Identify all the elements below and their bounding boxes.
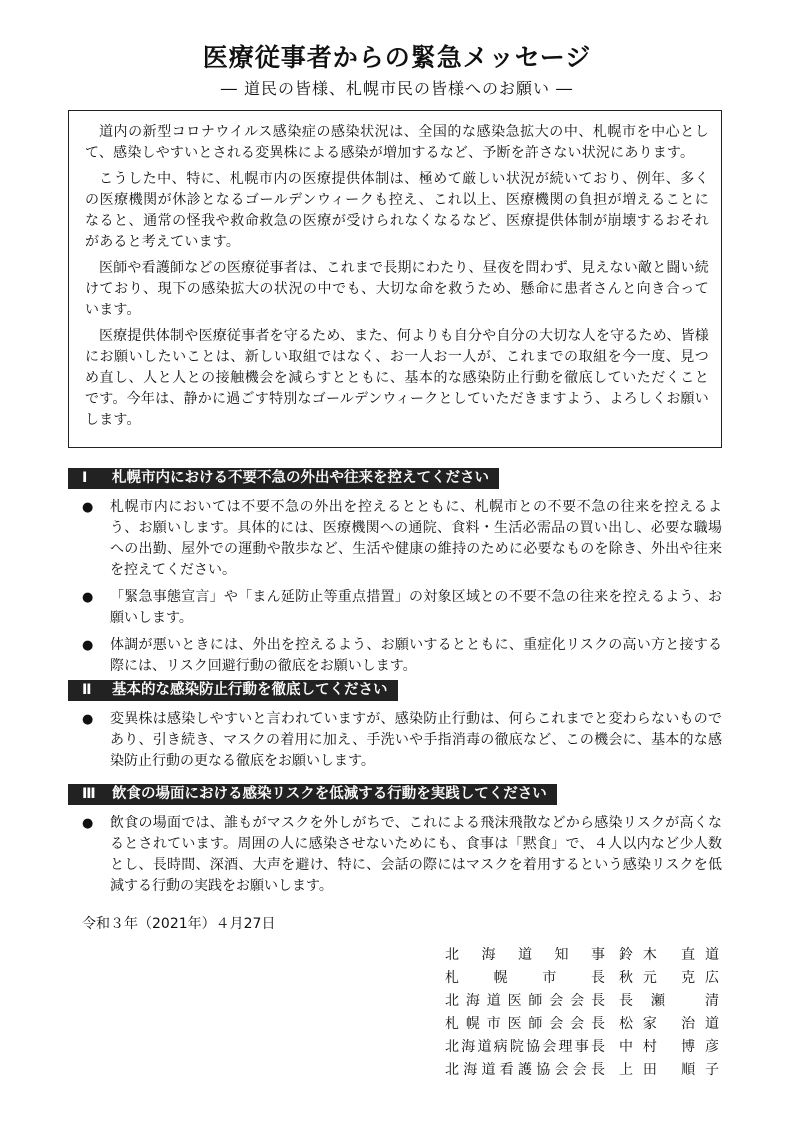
intro-paragraph: 道内の新型コロナウイルス感染症の感染状況は、全国的な感染急拡大の中、札幌市を中心として、感染しやすいとされる変異株による感染が増加するなど、予断を許さない状況にあります。 xyxy=(85,124,709,161)
bullet-icon: ● xyxy=(82,590,94,605)
signer-row xyxy=(445,990,720,1013)
signer-role: 北海道病院協会理事長 xyxy=(445,1039,605,1055)
signer-name: 松家 治道 xyxy=(619,1016,719,1032)
section-number: Ⅲ xyxy=(82,786,96,802)
section-heading-1 xyxy=(68,468,499,489)
section-1-list xyxy=(82,497,722,683)
signer-row xyxy=(445,1013,720,1036)
issue-date: 令和３年（2021年）４月27日 xyxy=(82,916,276,932)
list-item: ● 「緊急事態宣言」や「まん延防止等重点措置」の対象区域との不要不急の往来を控えるよう、お願いします。 xyxy=(82,589,722,626)
section-number: Ⅰ xyxy=(82,470,88,486)
signer-role: 北海道知事 xyxy=(445,947,605,963)
section-2-list xyxy=(82,709,722,778)
signer-row xyxy=(445,1036,720,1059)
bullet-icon: ● xyxy=(82,712,94,727)
signer-list xyxy=(445,944,720,1082)
bullet-icon: ● xyxy=(82,500,94,515)
section-heading-3 xyxy=(68,784,557,805)
signer-role: 北海道看護協会会長 xyxy=(445,1062,605,1078)
intro-box xyxy=(68,110,722,448)
section-3-list xyxy=(82,813,722,903)
intro-paragraph: 医師や看護師などの医療従事者は、これまで長期にわたり、昼夜を問わず、見えない敵と闘い続けており、現下の感染拡大の状況の中でも、大切な命を救うため、懸命に患者さんと向き合っています。 xyxy=(85,260,709,318)
section-heading-2 xyxy=(68,680,398,701)
intro-paragraph: 医療提供体制や医療従事者を守るため、また、何よりも自分や自分の大切な人を守るため、皆様にお願いしたいことは、新しい取組ではなく、お一人お一人が、これまでの取組を今一度、見つめ直し、人と人との接触機会を減らすとともに、基本的な感染防止行動を徹底していただくことです。今年は、静かに過ごす特別なゴールデンウィークとしていただきますよう、よろしくお願いします。 xyxy=(85,328,709,428)
signer-name: 鈴木 直道 xyxy=(619,947,719,963)
signer-name: 秋元 克広 xyxy=(619,970,719,986)
list-item: ● 変異株は感染しやすいと言われていますが、感染防止行動は、何らこれまでと変わらないものであり、引き続き、マスクの着用に加え、手洗いや手指消毒の徹底など、この機会に、基本的な感染防止行動の更なる徹底をお願いします。 xyxy=(82,711,722,769)
signer-role: 札幌市医師会会長 xyxy=(445,1016,605,1032)
section-heading-text: 札幌市内における不要不急の外出や往来を控えてください xyxy=(112,470,489,486)
signer-row xyxy=(445,944,720,967)
section-number: Ⅱ xyxy=(82,682,92,698)
section-heading-text: 飲食の場面における感染リスクを低減する行動を実践してください xyxy=(112,786,547,802)
bullet-icon: ● xyxy=(82,638,94,653)
signer-name: 上田 順子 xyxy=(619,1062,719,1078)
list-item: ● 札幌市内においては不要不急の外出を控えるとともに、札幌市との不要不急の往来を控えるよう、お願いします。具体的には、医療機関への通院、食料・生活必需品の買い出し、必要な職場への出勤、屋外での運動や散歩など、生活や健康の維持のために必要なものを除き、外出や往来を控えてください。 xyxy=(82,499,722,578)
list-item: ● 体調が悪いときには、外出を控えるよう、お願いするとともに、重症化リスクの高い方と接する際には、リスク回避行動の徹底をお願いします。 xyxy=(82,637,722,674)
signer-row xyxy=(445,1059,720,1082)
page-subtitle: ― 道民の皆様、札幌市民の皆様へのお願い ― xyxy=(220,79,574,98)
list-item: ● 飲食の場面では、誰もがマスクを外しがちで、これによる飛沫飛散などから感染リスクが高くなるとされています。周囲の人に感染させないためにも、食事は「黙食」で、４人以内など少人数とし、長時間、深酒、大声を避け、特に、会話の際にはマスクを着用するという感染リスクを低減する行動の実践をお願いします。 xyxy=(82,815,722,894)
section-heading-text: 基本的な感染防止行動を徹底してください xyxy=(112,682,388,698)
signer-name: 中村 博彦 xyxy=(619,1039,719,1055)
page-title: 医療従事者からの緊急メッセージ xyxy=(202,43,592,72)
signer-role: 札幌市長 xyxy=(445,970,605,986)
bullet-icon: ● xyxy=(82,816,94,831)
intro-paragraph: こうした中、特に、札幌市内の医療提供体制は、極めて厳しい状況が続いており、例年、多くの医療機関が休診となるゴールデンウィークも控え、これ以上、医療機関の負担が増えることになると、通常の怪我や救命救急の医療が受けられなくなるなど、医療提供体制が崩壊するおそれがあると考えています。 xyxy=(85,171,709,250)
signer-name: 長瀬 清 xyxy=(619,993,719,1009)
signer-role: 北海道医師会会長 xyxy=(445,993,605,1009)
signer-row xyxy=(445,967,720,990)
